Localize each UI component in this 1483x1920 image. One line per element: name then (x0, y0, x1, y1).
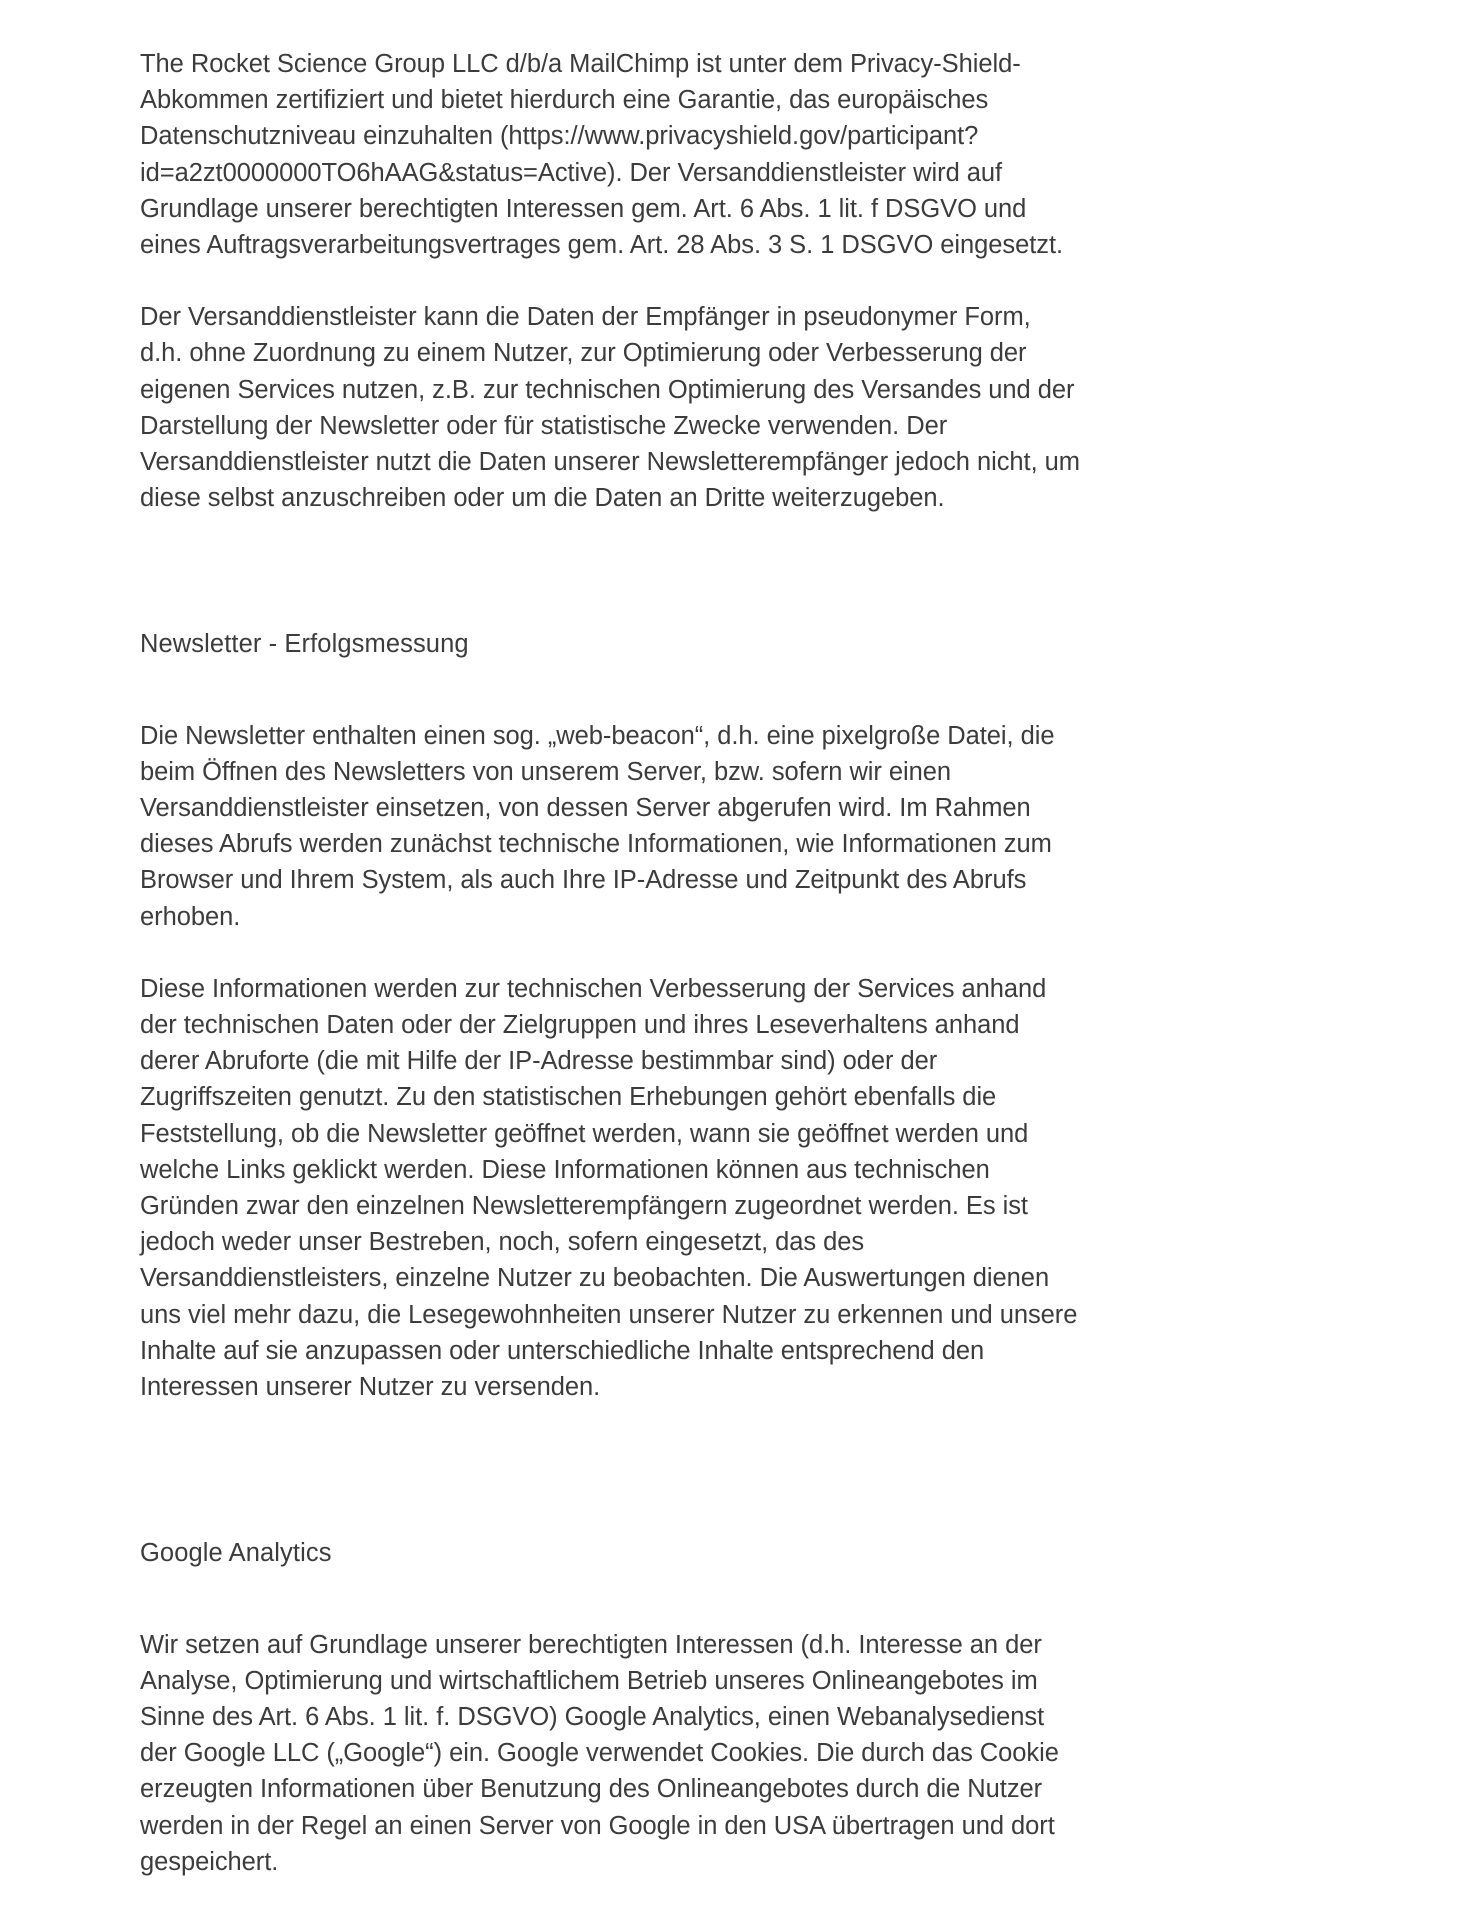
paragraph-spacer (140, 263, 1080, 299)
document-content (140, 46, 1080, 1880)
heading-newsletter-erfolgsmessung: Newsletter - Erfolgsmessung (140, 630, 469, 659)
paragraph-mailchimp-privacy-shield: The Rocket Science Group LLC d/b/a MailChimp ist unter dem Privacy-Shield-Abkommen zertifiziert und bietet hierdurch eine Garantie, das europäisches Datenschutzniveau einzuhalten (https://www.privacyshield.gov/participant?id=a2zt0000000TO6hAAG&status=Active). Der Versanddienstleister wird auf Grundlage unserer berechtigten Interessen gem. Art. 6 Abs. 1 lit. f DSGVO und eines Auftragsverarbeitungsvertrages gem. Art. 28 Abs. 3 S. 1 DSGVO eingesetzt. (140, 50, 1064, 260)
section-spacer-before-google-analytics-heading (140, 1405, 1080, 1535)
section-spacer-after-google-analytics-heading (140, 1572, 1080, 1627)
section-spacer-before-newsletter-heading (140, 516, 1080, 626)
heading-google-analytics: Google Analytics (140, 1539, 332, 1568)
paragraph-google-analytics: Wir setzen auf Grundlage unserer berechtigten Interessen (d.h. Interesse an der Analyse, Optimierung und wirtschaftlichem Betrieb unseres Onlineangebotes im Sinne des Art. 6 Abs. 1 lit. f. DSGVO) Google Analytics, einen Webanalysedienst der Google LLC („Google“) ein. Google verwendet Cookies. Die durch das Cookie erzeugten Informationen über Benutzung des Onlineangebotes durch die Nutzer werden in der Regel an einen Server von Google in den USA übertragen und dort gespeichert. (140, 1630, 1059, 1876)
paragraph-spacer (140, 935, 1080, 971)
section-spacer-after-newsletter-heading (140, 663, 1080, 718)
paragraph-pseudonymous-data: Der Versanddienstleister kann die Daten der Empfänger in pseudonymer Form, d.h. ohne Zuordnung zu einem Nutzer, zur Optimierung oder Verbesserung der eigenen Services nutzen, z.B. zur technischen Optimierung des Versandes und der Darstellung der Newsletter oder für statistische Zwecke verwenden. Der Versanddienstleister nutzt die Daten unserer Newsletterempfänger jedoch nicht, um diese selbst anzuschreiben oder um die Daten an Dritte weiterzugeben. (140, 303, 1080, 513)
paragraph-statistical-evaluation: Diese Informationen werden zur technischen Verbesserung der Services anhand der technischen Daten oder der Zielgruppen und ihres Leseverhaltens anhand derer Abruforte (die mit Hilfe der IP-Adresse bestimmbar sind) oder der Zugriffszeiten genutzt. Zu den statistischen Erhebungen gehört ebenfalls die Feststellung, ob die Newsletter geöffnet werden, wann sie geöffnet werden und welche Links geklickt werden. Diese Informationen können aus technischen Gründen zwar den einzelnen Newsletterempfängern zugeordnet werden. Es ist jedoch weder unser Bestreben, noch, sofern eingesetzt, das des Versanddienstleisters, einzelne Nutzer zu beobachten. Die Auswertungen dienen uns viel mehr dazu, die Lesegewohnheiten unserer Nutzer zu erkennen und unsere Inhalte auf sie anzupassen oder unterschiedliche Inhalte entsprechend den Interessen unserer Nutzer zu versenden. (140, 974, 1078, 1402)
paragraph-web-beacon: Die Newsletter enthalten einen sog. „web-beacon“, d.h. eine pixelgroße Datei, die beim Öffnen des Newsletters von unserem Server, bzw. sofern wir einen Versanddienstleister einsetzen, von dessen Server abgerufen wird. Im Rahmen dieses Abrufs werden zunächst technische Informationen, wie Informationen zum Browser und Ihrem System, als auch Ihre IP-Adresse und Zeitpunkt des Abrufs erhoben. (140, 721, 1055, 931)
